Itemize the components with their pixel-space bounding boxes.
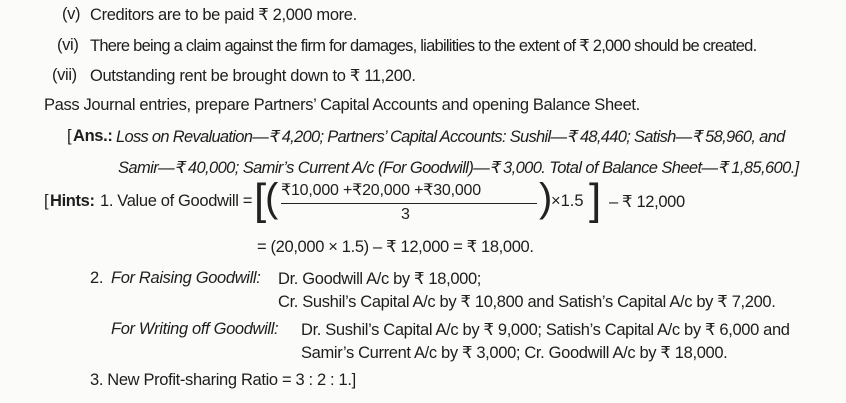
formula-numerator: ₹10,000 +₹20,000 +₹30,000: [281, 182, 481, 199]
formula-denominator: 3: [401, 206, 410, 223]
hint-2b-label: For Writing off Goodwill:: [111, 320, 279, 338]
hint-2b-line-1: Dr. Sushil’s Capital A/c by ₹ 9,000; Satish’s Capital A/c by ₹ 6,000 and: [301, 321, 790, 339]
hint-3: 3. New Profit-sharing Ratio = 3 : 2 : 1.]: [90, 371, 356, 389]
hint-2-number: 2.: [90, 269, 104, 287]
hint-2-line-1: Dr. Goodwill A/c by ₹ 18,000;: [278, 270, 482, 288]
left-square-bracket: [: [254, 175, 267, 224]
item-number: (vi): [57, 36, 79, 54]
item-number: (vii): [52, 66, 77, 84]
left-paren: (: [265, 176, 279, 220]
hint-1-result: = (20,000 × 1.5) – ₹ 12,000 = ₹ 18,000.: [257, 238, 534, 256]
goodwill-formula: [251, 176, 651, 234]
hint-2-label: For Raising Goodwill:: [111, 269, 261, 287]
answer-label: Ans.:: [73, 127, 113, 145]
right-square-bracket: ]: [589, 175, 602, 224]
hint-1-suffix: – ₹ 12,000: [609, 193, 685, 211]
instruction-text: Pass Journal entries, prepare Partners’ Capital Accounts and opening Balance Sheet.: [44, 96, 640, 114]
answer-open-bracket: [: [67, 127, 72, 145]
hint-2-line-2: Cr. Sushil’s Capital A/c by ₹ 10,800 and Satish’s Capital A/c by ₹ 7,200.: [278, 293, 776, 311]
item-number: (v): [62, 5, 81, 23]
hint-1-prefix: 1. Value of Goodwill =: [100, 192, 253, 210]
formula-multiplier: ×1.5: [551, 192, 584, 210]
item-text: There being a claim against the firm for damages, liabilities to the extent of ₹ 2,000 should be created.: [90, 37, 757, 55]
fraction-bar: [281, 203, 537, 204]
item-text: Creditors are to be paid ₹ 2,000 more.: [90, 6, 357, 24]
right-paren: ): [539, 176, 553, 220]
answer-line-2: Samir—₹ 40,000; Samir’s Current A/c (For Goodwill)—₹ 3,000. Total of Balance Sheet—₹ 1,85,600.]: [118, 159, 799, 177]
hint-2b-line-2: Samir’s Current A/c by ₹ 3,000; Cr. Goodwill A/c by ₹ 18,000.: [301, 344, 728, 362]
hints-label: Hints:: [50, 192, 95, 210]
hints-open-bracket: [: [44, 192, 49, 210]
answer-line-1: Loss on Revaluation—₹ 4,200; Partners’ Capital Accounts: Sushil—₹ 48,440; Satish—₹ 58,960, and: [116, 128, 785, 146]
item-text: Outstanding rent be brought down to ₹ 11,200.: [90, 67, 416, 85]
